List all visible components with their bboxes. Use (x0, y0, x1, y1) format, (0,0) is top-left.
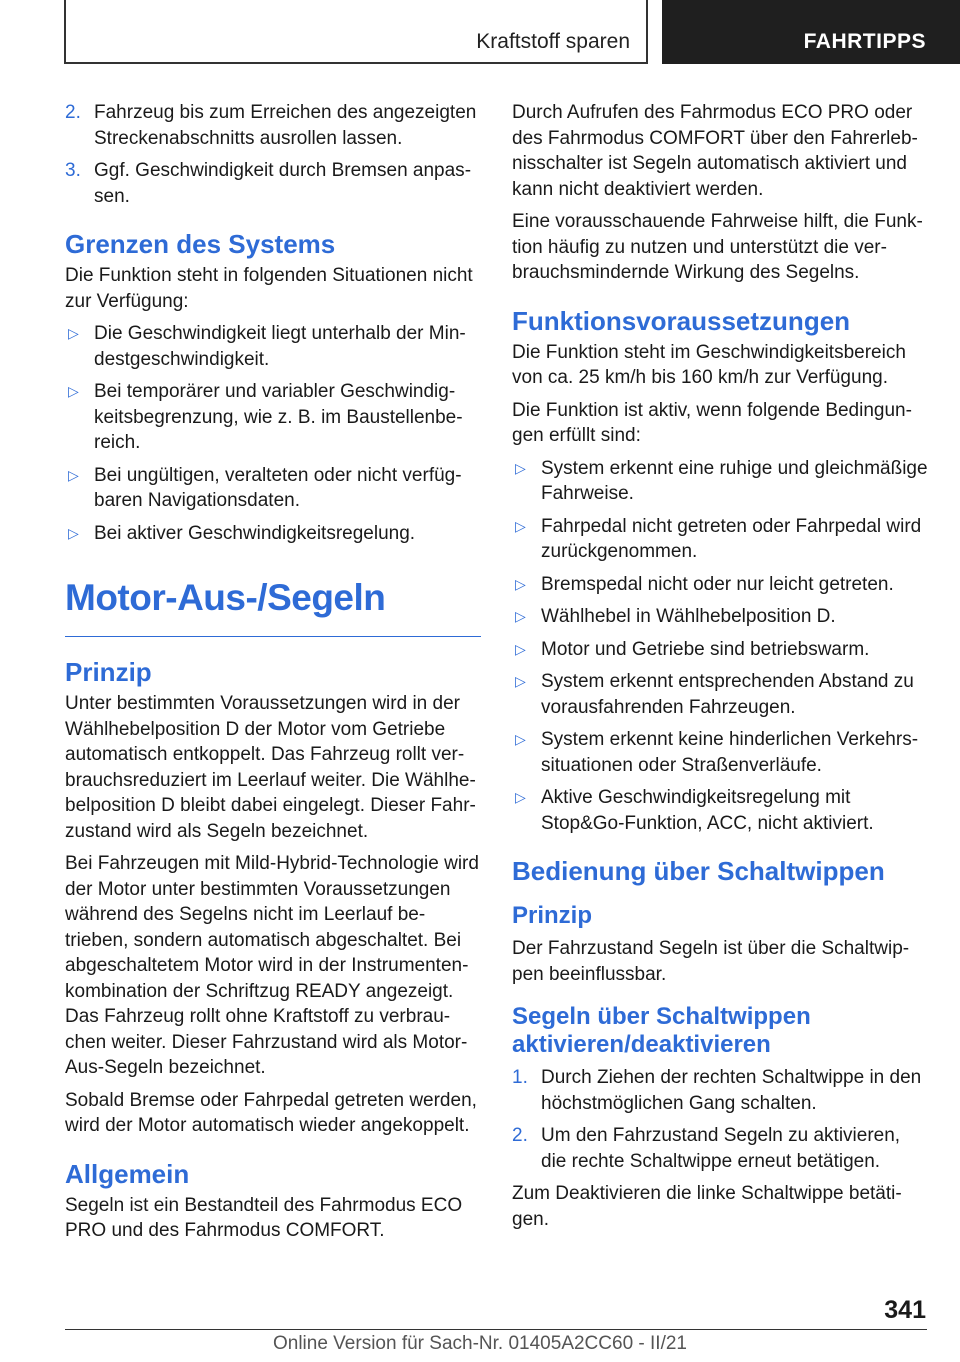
operation-principle-paragraph: Der Fahrzustand Segeln ist über die Schaltwippen beeinflussbar. (512, 938, 910, 985)
step-text: Durch Ziehen der rechten Schaltwippe in den höchstmöglichen Gang schalten. (541, 1067, 922, 1114)
principle-heading: Prinzip (65, 657, 152, 687)
header-frame (64, 0, 648, 64)
triangle-bullet-icon: ▷ (515, 459, 526, 476)
triangle-bullet-icon: ▷ (515, 575, 526, 592)
chapter-heading: Motor-Aus-/Segeln (65, 576, 481, 637)
step-item (65, 158, 481, 209)
bullet-item (512, 514, 930, 565)
principle-paragraph: Unter bestimmten Voraussetzungen wird in der Wählhebelposition D der Motor vom Getriebe automatisch entkoppelt. Das Fahrzeug rollt verbrauchsreduziert im Leerlauf weiter. Die Wählhebelposition D bleibt dabei eingelegt. Dieser Fahrzustand wird als Segeln bezeichnet. (65, 693, 476, 842)
bullet-text: System erkennt entsprechenden Abstand zu vorausfahrenden Fahrzeugen. (541, 671, 914, 718)
general-heading: Allgemein (65, 1158, 190, 1189)
bullet-item (65, 321, 481, 372)
limits-heading: Grenzen des Systems (65, 229, 336, 259)
triangle-bullet-icon: ▷ (515, 731, 526, 747)
page-number: 341 (884, 1296, 926, 1324)
general-paragraph: Segeln ist ein Bestandteil des Fahrmodus ECO PRO und des Fahrmodus COMFORT. (65, 1194, 463, 1241)
step-item (65, 100, 481, 151)
bullet-text: System erkennt eine ruhige und gleichmäßige Fahrweise. (541, 457, 928, 504)
step-item (512, 1065, 930, 1116)
step-number: 3. (65, 160, 81, 181)
principle-paragraph: Bei Fahrzeugen mit Mild-Hybrid-Technologie wird der Motor unter bestimmten Voraussetzungen während des Segelns nicht im Leerlauf betrieben, sondern automatisch abgeschaltet. Bei abgeschaltetem Motor wird in der Instrumentenkombination der Schriftzug READY angezeigt. Das Fahrzeug rollt ohne Kraftstoff zu verbrauchen weiter. Dieser Fahrzustand wird als Motor-Aus-Segeln bezeichnet. (65, 853, 479, 1078)
bullet-text: Bremspedal nicht oder nur leicht getreten. (541, 573, 894, 595)
chapter-tab (662, 0, 960, 64)
bullet-text: Aktive Geschwindigkeitsregelung mit Stop&Go-Funktion, ACC, nicht aktiviert. (541, 787, 874, 834)
step-text: Ggf. Geschwindigkeit durch Bremsen anpassen. (94, 160, 472, 207)
triangle-bullet-icon: ▷ (68, 466, 79, 483)
requirements-heading: Funktionsvoraussetzungen (512, 305, 851, 336)
bullet-item (65, 379, 481, 456)
triangle-bullet-icon: ▷ (68, 524, 79, 541)
triangle-bullet-icon: ▷ (515, 789, 526, 805)
footer-divider (65, 1329, 927, 1330)
bullet-text: Fahrpedal nicht getreten oder Fahrpedal wird zurückgenommen. (541, 515, 922, 562)
bullet-item (512, 785, 930, 836)
bullet-text: Bei temporärer und variabler Geschwindigkeitsbegrenzung, wie z. B. im Baustellenbereich. (94, 381, 463, 453)
bullet-text: Die Geschwindigkeit liegt unterhalb der Mindestgeschwindigkeit. (94, 323, 466, 370)
bullet-item (512, 637, 930, 663)
operation-heading: Bedienung über Schaltwippen (512, 856, 885, 886)
step-item (512, 1123, 930, 1174)
operation-principle-heading: Prinzip (512, 902, 593, 929)
section-title: Kraftstoff sparen (476, 30, 630, 53)
step-number: 2. (512, 1125, 528, 1146)
bullet-item (512, 727, 930, 778)
bullet-text: System erkennt keine hinderlichen Verkehrssituationen oder Straßenverläufe. (541, 729, 919, 776)
step-number: 2. (65, 102, 81, 123)
right-column (512, 100, 930, 1239)
principle-paragraph: Sobald Bremse oder Fahrpedal getreten werden, wird der Motor automatisch wieder angekoppelt. (65, 1089, 477, 1136)
requirements-paragraph: Die Funktion ist aktiv, wenn folgende Bedingungen erfüllt sind: (512, 399, 912, 446)
intro-paragraph: Eine vorausschauende Fahrweise hilft, die Funktion häufig zu nutzen und unterstützt die verbrauchsmindernde Wirkung des Segelns. (512, 211, 923, 283)
bullet-text: Bei aktiver Geschwindigkeitsregelung. (94, 522, 416, 544)
triangle-bullet-icon: ▷ (515, 673, 526, 689)
bullet-text: Wählhebel in Wählhebelposition D. (541, 606, 836, 627)
step-text: Fahrzeug bis zum Erreichen des angezeigten Streckenabschnitts ausrollen lassen. (94, 102, 477, 149)
requirements-paragraph: Die Funktion steht im Geschwindigkeitsbereich von ca. 25 km/h bis 160 km/h zur Verfügung. (512, 341, 906, 388)
activate-heading: Segeln über Schaltwippen aktivieren/deaktivieren (512, 1003, 811, 1058)
triangle-bullet-icon: ▷ (68, 325, 79, 341)
online-version-text: Online Version für Sach-Nr. 01405A2CC60 - II/21 (272, 1333, 687, 1354)
limits-intro: Die Funktion steht in folgenden Situationen nicht zur Verfügung: (65, 265, 473, 312)
triangle-bullet-icon: ▷ (515, 608, 526, 624)
triangle-bullet-icon: ▷ (68, 383, 79, 399)
bullet-text: Bei ungültigen, veralteten oder nicht verfügbaren Navigationsdaten. (94, 464, 462, 511)
step-number: 1. (512, 1067, 528, 1088)
bullet-item (512, 669, 930, 720)
left-column (65, 100, 481, 1251)
bullet-text: Motor und Getriebe sind betriebswarm. (541, 638, 870, 660)
bullet-item (512, 572, 930, 598)
bullet-item (512, 604, 930, 630)
chapter-title: FAHRTIPPS (803, 30, 926, 53)
deactivate-paragraph: Zum Deaktivieren die linke Schaltwippe betätigen. (512, 1183, 902, 1230)
triangle-bullet-icon: ▷ (515, 517, 526, 534)
bullet-item (512, 456, 930, 507)
intro-paragraph: Durch Aufrufen des Fahrmodus ECO PRO oder des Fahrmodus COMFORT über den Fahrerlebnisschalter ist Segeln automatisch aktiviert und kann nicht deaktiviert werden. (512, 102, 918, 200)
bullet-item (65, 463, 481, 514)
page-header (0, 0, 960, 66)
bullet-item (65, 521, 481, 547)
triangle-bullet-icon: ▷ (515, 640, 526, 657)
step-text: Um den Fahrzustand Segeln zu aktivieren, die rechte Schaltwippe erneut betätigen. (541, 1125, 901, 1172)
